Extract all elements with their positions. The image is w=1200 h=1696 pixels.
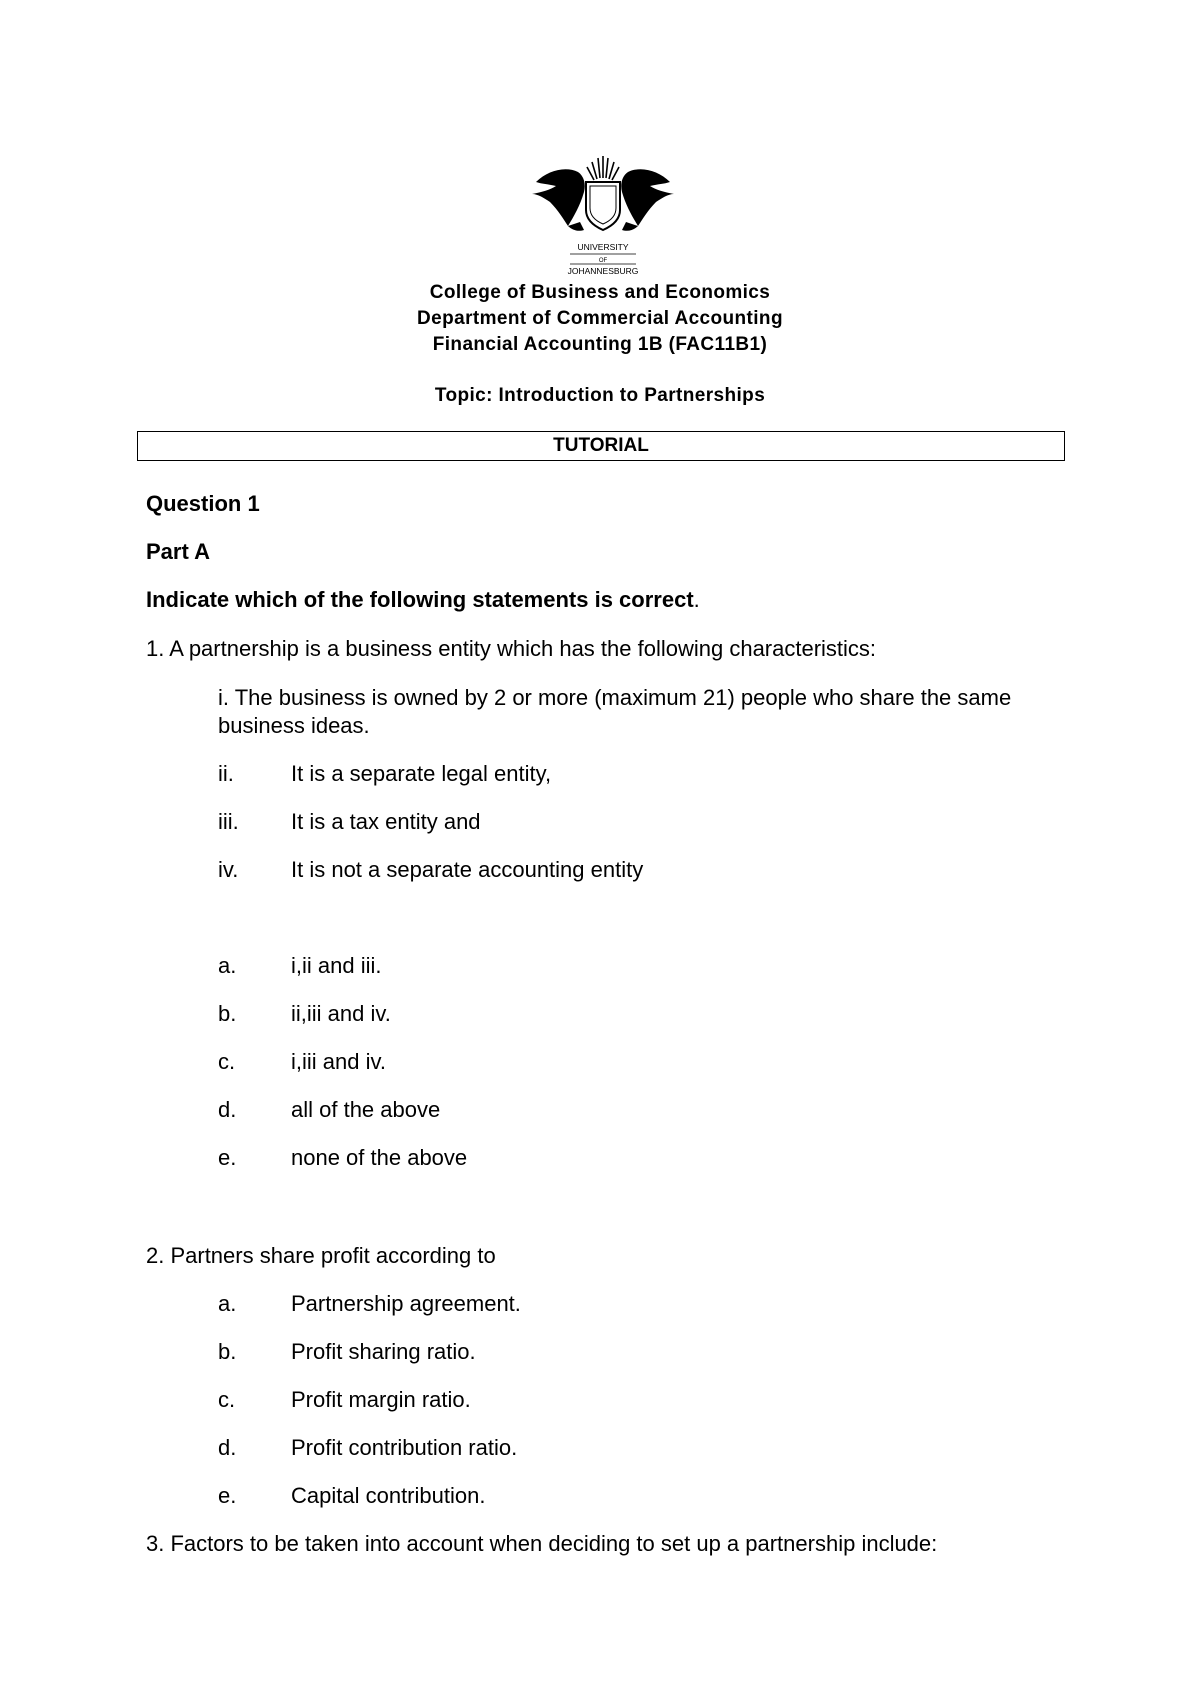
q1-option-text: i,iii and iv. bbox=[291, 1049, 386, 1074]
q1-option-text: all of the above bbox=[291, 1097, 441, 1122]
q1-statement-label: ii. bbox=[218, 761, 234, 786]
logo-line-university: UNIVERSITY bbox=[577, 242, 629, 252]
q1-option-label: d. bbox=[218, 1097, 237, 1122]
q2-option-label: c. bbox=[218, 1387, 236, 1412]
q1-stem: 1. A partnership is a business entity which has the following characteristics: bbox=[146, 636, 877, 661]
q2-option-text: Partnership agreement. bbox=[291, 1291, 521, 1316]
q1-statement-label: iv. bbox=[218, 857, 239, 882]
q1-option-text: ii,iii and iv. bbox=[291, 1001, 391, 1026]
q1-statement-text: It is not a separate accounting entity bbox=[291, 857, 644, 882]
instruction-text: Indicate which of the following statements is correct bbox=[146, 587, 694, 612]
topic-heading: Topic: Introduction to Partnerships bbox=[434, 385, 766, 406]
college-heading: College of Business and Economics bbox=[429, 282, 771, 303]
q1-option-text: none of the above bbox=[291, 1145, 468, 1170]
q1-statement-text: It is a separate legal entity, bbox=[291, 761, 552, 786]
q1-option-label: a. bbox=[218, 953, 237, 978]
q2-option-label: a. bbox=[218, 1291, 237, 1316]
q2-option-text: Profit margin ratio. bbox=[291, 1387, 471, 1412]
university-logo bbox=[528, 150, 678, 282]
q1-option-label: e. bbox=[218, 1145, 237, 1170]
q1-option-label: c. bbox=[218, 1049, 236, 1074]
q2-option-label: e. bbox=[218, 1483, 237, 1508]
q2-option-text: Profit contribution ratio. bbox=[291, 1435, 518, 1460]
instruction-period: . bbox=[693, 587, 700, 612]
q1-statement-label: iii. bbox=[218, 809, 239, 834]
q2-option-text: Profit sharing ratio. bbox=[291, 1339, 476, 1364]
q2-option-label: d. bbox=[218, 1435, 237, 1460]
instruction bbox=[146, 587, 700, 613]
q1-option-label: b. bbox=[218, 1001, 237, 1026]
logo-line-johannesburg: JOHANNESBURG bbox=[567, 266, 639, 276]
logo-line-of: OF bbox=[598, 258, 608, 264]
q2-option-text: Capital contribution. bbox=[291, 1483, 486, 1508]
q3-stem: 3. Factors to be taken into account when deciding to set up a partnership include: bbox=[146, 1531, 938, 1556]
q2-option-label: b. bbox=[218, 1339, 237, 1364]
q1-option-text: i,ii and iii. bbox=[291, 953, 382, 978]
department-heading: Department of Commercial Accounting bbox=[417, 308, 783, 329]
q1-item-i: i. The business is owned by 2 or more (maximum 21) people who share the same business ideas. bbox=[218, 685, 1012, 738]
course-heading: Financial Accounting 1B (FAC11B1) bbox=[432, 334, 768, 355]
tutorial-banner bbox=[137, 431, 1065, 461]
question-heading: Question 1 bbox=[146, 491, 260, 516]
tutorial-label: TUTORIAL bbox=[553, 435, 649, 456]
q1-statement-text: It is a tax entity and bbox=[291, 809, 481, 834]
q2-stem: 2. Partners share profit according to bbox=[146, 1243, 496, 1268]
part-heading: Part A bbox=[146, 539, 210, 564]
